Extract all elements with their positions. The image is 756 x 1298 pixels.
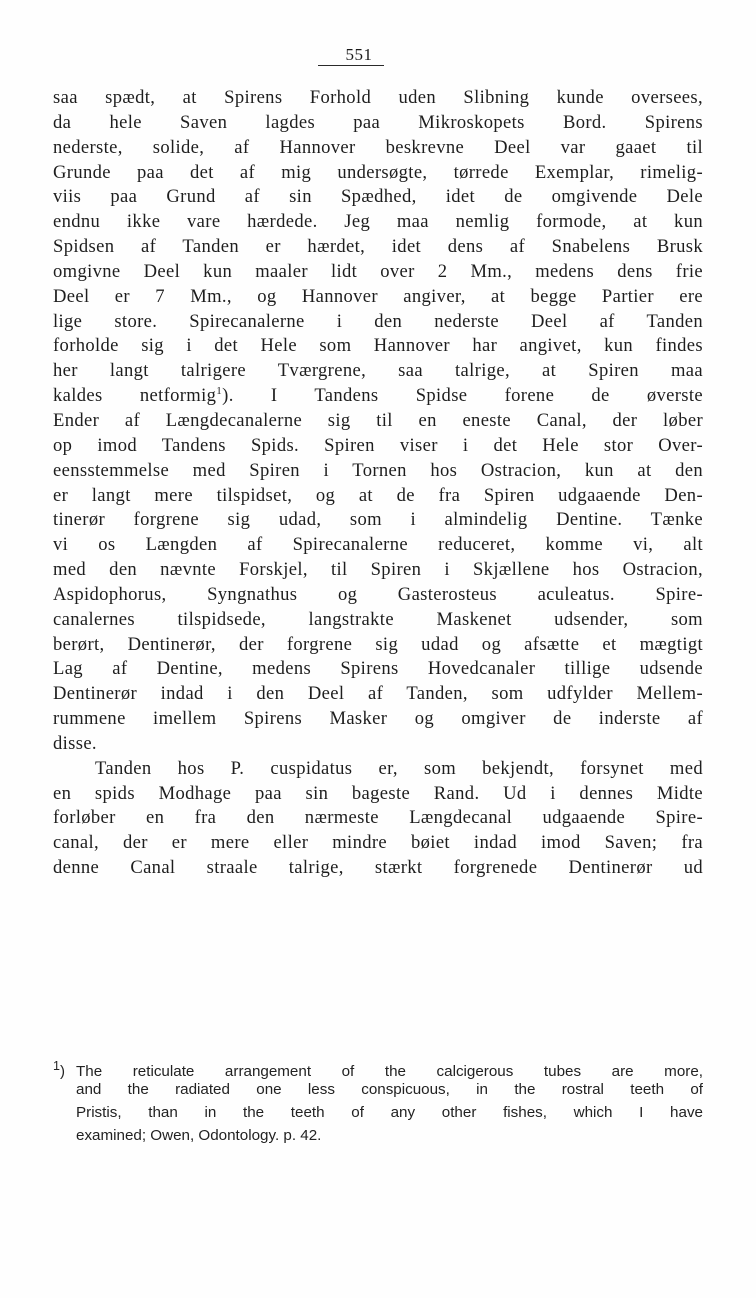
text-line: saa spædt, at Spirens Forhold uden Slibning kunde oversees, xyxy=(53,87,703,108)
body-text xyxy=(53,86,703,881)
text-line: forholde sig i det Hele som Hannover har angivet, kun findes xyxy=(53,335,703,357)
footnote-reference[interactable]: 1 xyxy=(216,384,223,397)
text-line: Ender af Længdecanalerne sig til en eneste Canal, der løber xyxy=(53,409,703,431)
text-line: lige store. Spirecanalerne i den nederste Deel af Tanden xyxy=(53,310,703,332)
text-line: en spids Modhage paa sin bageste Rand. Ud i dennes Midte xyxy=(53,782,703,804)
text-line: er langt mere tilspidset, og at de fra Spiren udgaaende Den- xyxy=(53,484,703,506)
text-line: vi os Længden af Spirecanalerne reduceret, komme vi, alt xyxy=(53,534,703,556)
text-line: op imod Tandens Spids. Spiren viser i det Hele stor Over- xyxy=(53,434,703,456)
text-line: forløber en fra den nærmeste Længdecanal udgaaende Spire- xyxy=(53,807,703,829)
footnote xyxy=(53,1055,703,1147)
text-line-paragraph-end: disse. xyxy=(53,732,97,754)
text-line: Spidsen af Tanden er hærdet, idet dens af Snabelens Brusk xyxy=(53,236,703,258)
text-segment: kaldes netformig xyxy=(53,385,217,407)
text-line: rummene imellem Spirens Masker og omgiver de inderste af xyxy=(53,708,703,730)
text-line: endnu ikke vare hærdede. Jeg maa nemlig formode, at kun xyxy=(53,211,703,233)
text-line: her langt talrigere Tværgrene, saa talrige, at Spiren maa xyxy=(53,360,703,382)
text-line: omgivne Deel kun maaler lidt over 2 Mm., medens dens frie xyxy=(53,260,703,282)
text-line: med den nævnte Forskjel, til Spiren i Skjællene hos Ostracion, xyxy=(53,559,703,581)
footnote-marker xyxy=(53,1055,76,1083)
text-line: canalernes tilspidsede, langstrakte Maskenet udsender, som xyxy=(53,608,703,630)
text-line-paragraph-start: Tanden hos P. cuspidatus er, som bekjendt, forsynet med xyxy=(95,757,703,779)
page-number: 551 xyxy=(345,45,373,64)
page-number-rule xyxy=(318,65,384,66)
footnote-line: Pristis, than in the teeth of any other fishes, which I have xyxy=(76,1104,703,1121)
text-line: berørt, Dentinerør, der forgrene sig udad og afsætte et mægtigt xyxy=(53,633,703,655)
text-line: Grunde paa det af mig undersøgte, tørrede Exemplar, rimelig- xyxy=(53,161,703,183)
footnote-line: examined; Owen, Odontology. p. 42. xyxy=(76,1127,322,1144)
text-line-with-footnote-ref xyxy=(53,384,703,409)
text-line: canal, der er mere eller mindre bøiet indad imod Saven; fra xyxy=(53,832,703,854)
footnote-marker-number: 1 xyxy=(53,1059,60,1073)
footnote-line xyxy=(53,1055,703,1078)
text-line: da hele Saven lagdes paa Mikroskopets Bord. Spirens xyxy=(53,111,703,133)
text-line: denne Canal straale talrige, stærkt forgrenede Dentinerør ud xyxy=(53,857,703,879)
text-segment: ). I Tandens Spidse forene de øverste xyxy=(222,385,703,407)
text-line: nederste, solide, af Hannover beskrevne Deel var gaaet til xyxy=(53,136,703,158)
text-line: tinerør forgrene sig udad, som i almindelig Dentine. Tænke xyxy=(53,509,703,531)
footnote-line: and the radiated one less conspicuous, in the rostral teeth of xyxy=(76,1081,703,1098)
text-line: Lag af Dentine, medens Spirens Hovedcanaler tillige udsende xyxy=(53,658,703,680)
text-line: Aspidophorus, Syngnathus og Gasterosteus aculeatus. Spire- xyxy=(53,583,703,605)
footnote-marker-paren: ) xyxy=(59,1063,65,1080)
footnote-text: The reticulate arrangement of the calcigerous tubes are more, xyxy=(76,1063,703,1080)
text-line: eensstemmelse med Spiren i Tornen hos Ostracion, kun at den xyxy=(53,459,703,481)
text-line: viis paa Grund af sin Spædhed, idet de omgivende Dele xyxy=(53,186,703,208)
text-line: Dentinerør indad i den Deel af Tanden, som udfylder Mellem- xyxy=(53,683,703,705)
text-line: Deel er 7 Mm., og Hannover angiver, at begge Partier ere xyxy=(53,285,703,307)
